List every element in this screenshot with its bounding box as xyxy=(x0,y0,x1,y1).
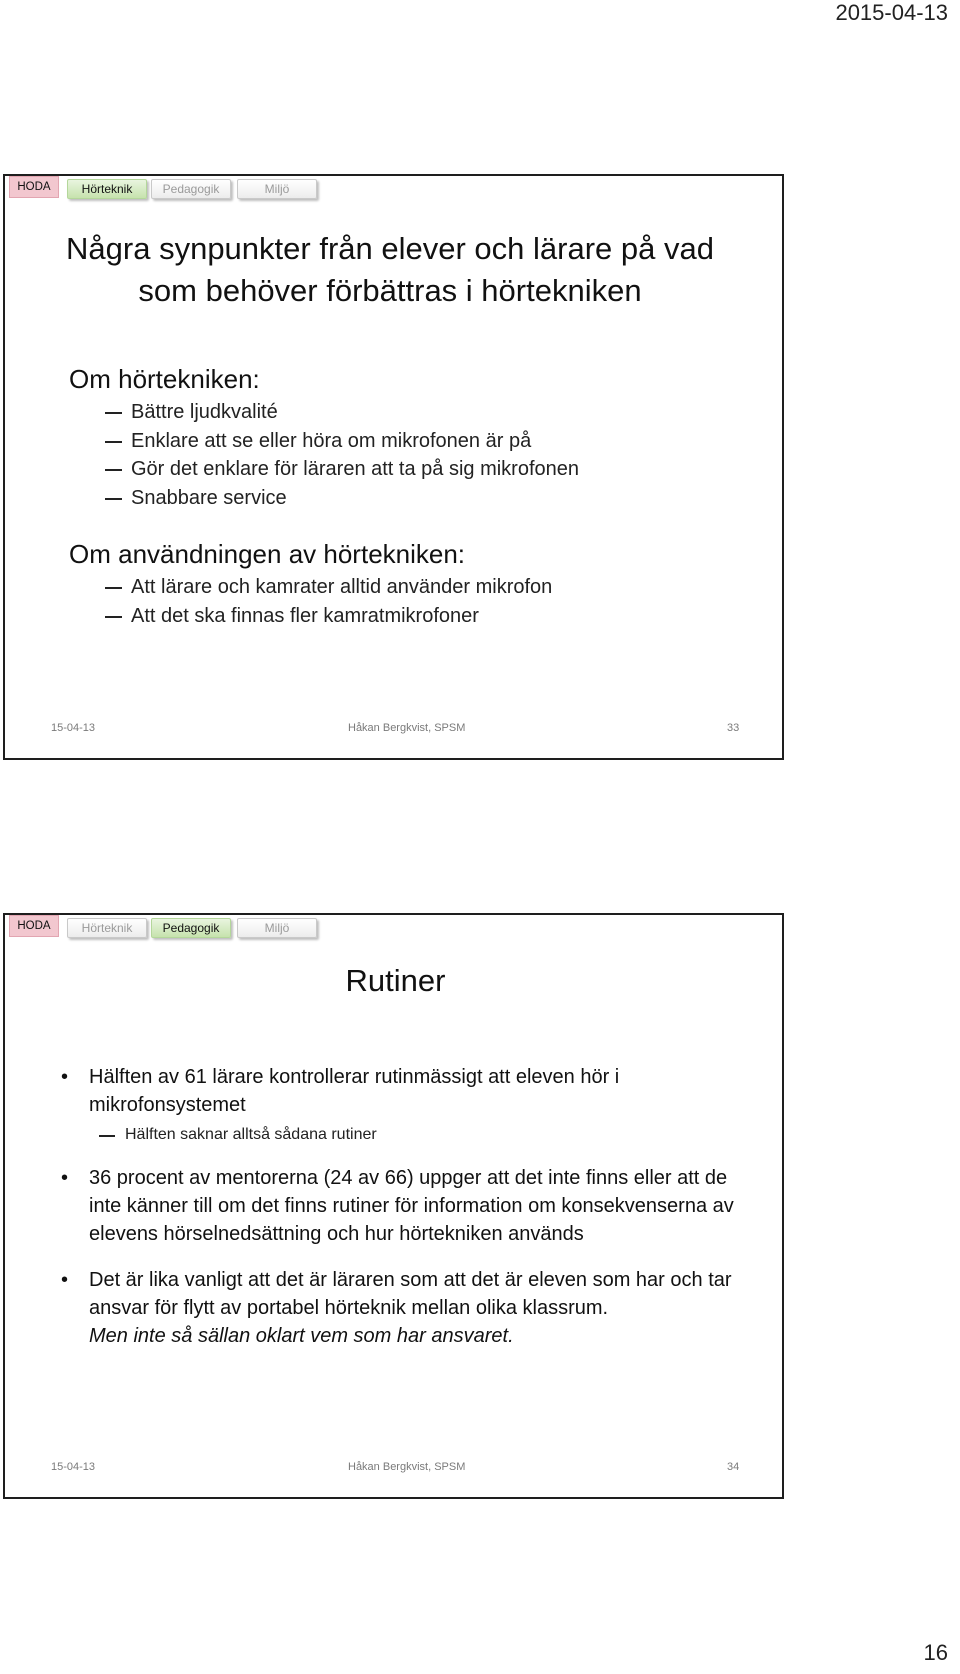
bullet-italic-text: Men inte så sällan oklart vem som har ansvaret. xyxy=(89,1325,514,1347)
section-heading-anvandning: Om användningen av hörtekniken: xyxy=(69,539,466,569)
sub-list xyxy=(99,1124,757,1146)
tab-miljo[interactable]: Miljö xyxy=(237,179,317,199)
sub-item: Hälften saknar alltså sådana rutiner xyxy=(99,1124,757,1146)
bullet-item xyxy=(57,1063,757,1146)
bullet-text: 36 procent av mentorerna (24 av 66) uppger att det inte finns eller att de inte känner till om det finns rutiner för information om konsekvenserna av elevens hörselnedsättning och hur hörtekniken används xyxy=(89,1167,734,1245)
anvandning-list xyxy=(105,573,552,630)
footer-author: Håkan Bergkvist, SPSM xyxy=(348,1461,466,1473)
list-item: Att lärare och kamrater alltid använder mikrofon xyxy=(105,573,552,602)
bullet-list xyxy=(57,1063,757,1350)
footer-date: 15-04-13 xyxy=(51,1461,96,1473)
tab-horteknik[interactable]: Hörteknik xyxy=(67,179,147,199)
horteknik-list xyxy=(105,398,579,512)
list-item: Bättre ljudkvalité xyxy=(105,398,579,427)
slide-title: Rutiner xyxy=(345,963,446,998)
slide-title xyxy=(35,228,745,312)
bullet-text: Hälften av 61 lärare kontrollerar rutinmässigt att eleven hör i mikrofonsystemet xyxy=(89,1066,620,1116)
tab-pedagogik[interactable]: Pedagogik xyxy=(151,179,231,199)
slide-34 xyxy=(3,913,784,1499)
bullet-item xyxy=(57,1266,757,1350)
footer-date: 15-04-13 xyxy=(51,722,96,734)
slide-title-line-1: Några synpunkter från elever och lärare på vad xyxy=(66,231,714,266)
list-item: Gör det enklare för läraren att ta på sig mikrofonen xyxy=(105,455,579,484)
list-item: Att det ska finnas fler kamratmikrofoner xyxy=(105,602,552,631)
tab-horteknik[interactable]: Hörteknik xyxy=(67,918,147,938)
footer-author: Håkan Bergkvist, SPSM xyxy=(348,722,466,734)
bullet-text: Det är lika vanligt att det är läraren som att det är eleven som har och tar ansvar för flytt av portabel hörteknik mellan olika klassrum. xyxy=(89,1269,732,1319)
page-number: 16 xyxy=(923,1640,948,1665)
footer-slide-number: 33 xyxy=(727,722,740,734)
section-heading-horteknik: Om hörtekniken: xyxy=(69,364,260,394)
hoda-badge: HODA xyxy=(9,915,59,937)
slide-33 xyxy=(3,174,784,760)
list-item: Enklare att se eller höra om mikrofonen är på xyxy=(105,427,579,456)
tab-miljo[interactable]: Miljö xyxy=(237,918,317,938)
footer-slide-number: 34 xyxy=(727,1461,740,1473)
list-item: Snabbare service xyxy=(105,484,579,513)
bullet-item xyxy=(57,1164,757,1248)
hoda-badge: HODA xyxy=(9,176,59,198)
page-date: 2015-04-13 xyxy=(835,0,948,25)
tab-pedagogik[interactable]: Pedagogik xyxy=(151,918,231,938)
slide-title-line-2: som behöver förbättras i hörtekniken xyxy=(138,273,642,308)
